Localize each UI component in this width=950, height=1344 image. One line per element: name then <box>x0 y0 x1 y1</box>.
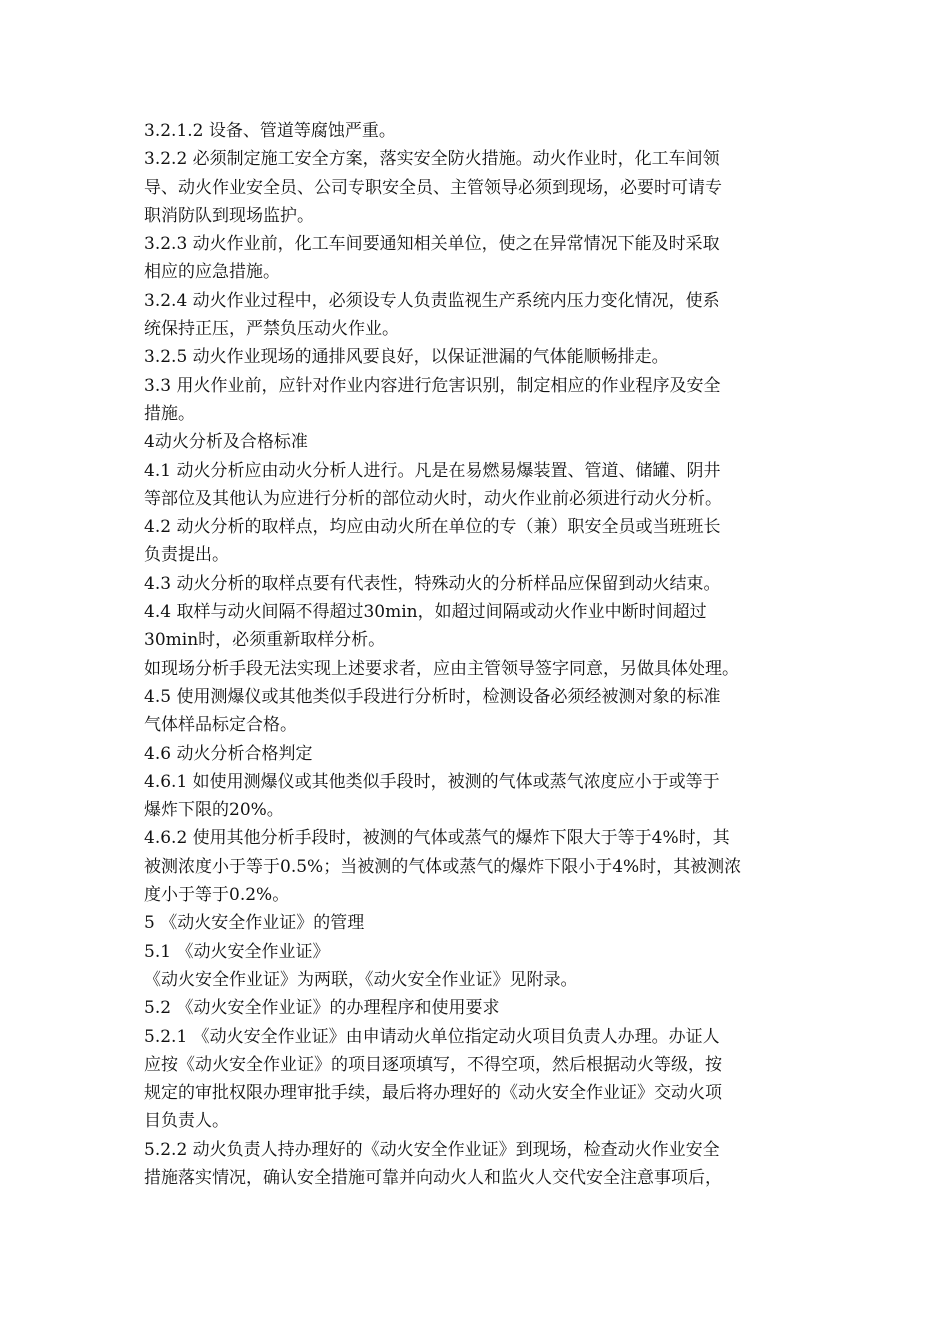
text-line: 职消防队到现场监护。 <box>144 205 314 226</box>
text-line: 4.6 动火分析合格判定 <box>144 743 313 764</box>
text-line: 统保持正压，严禁负压动火作业。 <box>144 319 399 340</box>
text-line: 《动火安全作业证》为两联，《动火安全作业证》见附录。 <box>144 969 578 990</box>
text-line: 5.2.2 动火负责人持办理好的《动火安全作业证》到现场，检查动火作业安全 <box>144 1139 720 1160</box>
text-line: 5.1 《动火安全作业证》 <box>144 941 330 962</box>
section-heading: 4动火分析及合格标准 <box>144 432 308 453</box>
text-line: 措施落实情况，确认安全措施可靠并向动火人和监火人交代安全注意事项后， <box>144 1167 722 1188</box>
text-line: 规定的审批权限办理审批手续，最后将办理好的《动火安全作业证》交动火项 <box>144 1083 722 1104</box>
text-line: 如现场分析手段无法实现上述要求者，应由主管领导签字同意，另做具体处理。 <box>144 658 739 679</box>
text-line: 导、动火作业安全员、公司专职安全员、主管领导必须到现场，必要时可请专 <box>144 177 722 198</box>
text-line: 4.5 使用测爆仪或其他类似手段进行分析时，检测设备必须经被测对象的标准 <box>144 686 721 707</box>
text-line: 3.3 用火作业前，应针对作业内容进行危害识别，制定相应的作业程序及安全 <box>144 375 721 396</box>
text-line: 等部位及其他认为应进行分析的部位动火时，动火作业前必须进行动火分析。 <box>144 488 722 509</box>
text-line: 负责提出。 <box>144 545 229 566</box>
text-line: 气体样品标定合格。 <box>144 715 297 736</box>
text-line: 3.2.1.2 设备、管道等腐蚀严重。 <box>144 121 396 141</box>
text-line: 被测浓度小于等于0.5%；当被测的气体或蒸气的爆炸下限小于4%时，其被测浓 <box>144 856 742 877</box>
section-heading: 5 《动火安全作业证》的管理 <box>144 913 365 934</box>
text-line: 4.3 动火分析的取样点要有代表性，特殊动火的分析样品应保留到动火结束。 <box>144 573 721 594</box>
text-line: 措施。 <box>144 403 195 424</box>
text-line: 爆炸下限的20%。 <box>144 800 284 821</box>
text-line: 4.6.2 使用其他分析手段时，被测的气体或蒸气的爆炸下限大于等于4%时，其 <box>144 828 730 849</box>
text-line: 4.2 动火分析的取样点，均应由动火所在单位的专（兼）职安全员或当班班长 <box>144 517 721 538</box>
text-line: 5.2 《动火安全作业证》的办理程序和使用要求 <box>144 998 500 1019</box>
text-line: 3.2.3 动火作业前，化工车间要通知相关单位，使之在异常情况下能及时采取 <box>144 234 720 255</box>
text-line: 5.2.1 《动火安全作业证》由申请动火单位指定动火项目负责人办理。办证人 <box>144 1026 720 1047</box>
text-line: 4.1 动火分析应由动火分析人进行。凡是在易燃易爆装置、管道、储罐、阴井 <box>144 460 721 481</box>
text-line: 目负责人。 <box>144 1111 229 1132</box>
text-line: 度小于等于0.2%。 <box>144 885 290 906</box>
text-line: 4.6.1 如使用测爆仪或其他类似手段时，被测的气体或蒸气浓度应小于或等于 <box>144 771 720 792</box>
text-line: 3.2.5 动火作业现场的通排风要良好，以保证泄漏的气体能顺畅排走。 <box>144 347 669 368</box>
text-line: 相应的应急措施。 <box>144 262 280 283</box>
text-line: 30min时，必须重新取样分析。 <box>144 630 386 651</box>
text-line: 3.2.4 动火作业过程中，必须设专人负责监视生产系统内压力变化情况，使系 <box>144 290 720 311</box>
text-line: 4.4 取样与动火间隔不得超过30min，如超过间隔或动火作业中断时间超过 <box>144 602 707 623</box>
document-body <box>144 117 812 1192</box>
text-line: 3.2.2 必须制定施工安全方案，落实安全防火措施。动火作业时，化工车间领 <box>144 149 720 170</box>
text-line: 应按《动火安全作业证》的项目逐项填写，不得空项，然后根据动火等级，按 <box>144 1054 722 1075</box>
